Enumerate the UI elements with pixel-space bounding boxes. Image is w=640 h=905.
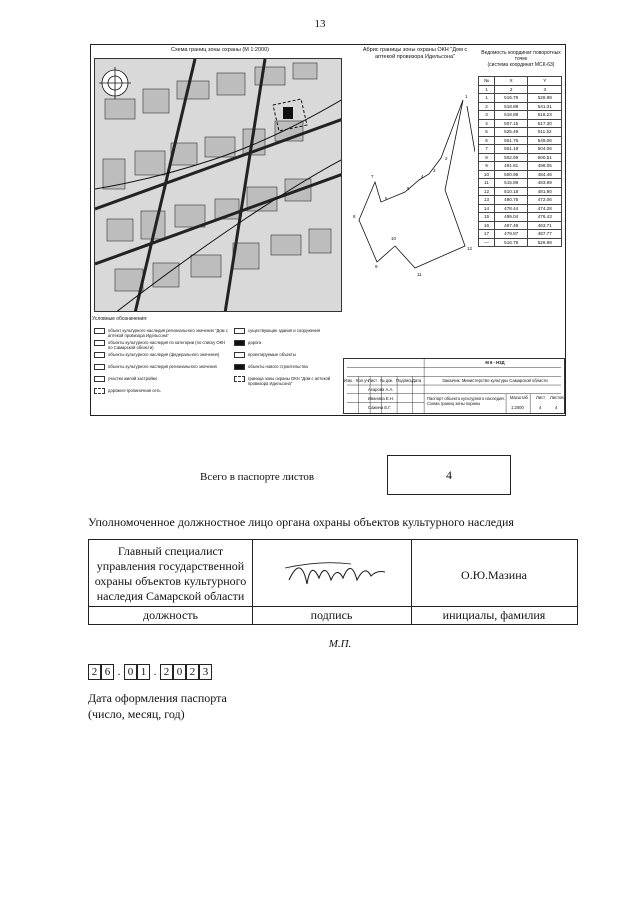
coords-row: [479, 170, 562, 179]
stamp-column-header: Лист: [368, 378, 378, 383]
svg-text:6: 6: [385, 196, 388, 201]
legend-item: [234, 376, 338, 386]
stamp-column-header: Кол.уч: [356, 378, 369, 383]
coords-cell: 479.87: [494, 230, 528, 239]
coords-row: [479, 136, 562, 145]
coords-cell: 518.23: [528, 111, 562, 120]
coords-cell: 501.19: [494, 145, 528, 154]
legend-swatch: [94, 376, 105, 382]
stamp-scale-value: 1:2000: [511, 405, 524, 410]
stamp-description: Паспорт объекта культурного наследия. Схема границ зоны охраны: [427, 396, 505, 406]
legend-swatch: [234, 328, 245, 334]
coords-cell: 9: [479, 162, 495, 171]
coords-row: [479, 230, 562, 239]
coords-index-cell: 2: [494, 85, 528, 94]
svg-text:2: 2: [445, 156, 448, 161]
official-position: Главный специалист управления государственной охраны объектов культурного наследия Самарской области: [94, 544, 247, 603]
coords-row: [479, 128, 562, 137]
legend-item: [94, 388, 230, 394]
legend-label: дорожно-тропиночная сеть: [108, 388, 161, 393]
date-caption-line-2: (число, месяц, год): [88, 707, 185, 721]
coords-cell: 526.98: [528, 94, 562, 103]
authority-title: Уполномоченное должностное лицо органа охраны объектов культурного наследия: [88, 515, 514, 529]
date-year-digit-4: 3: [199, 664, 212, 680]
coords-row: [479, 119, 562, 128]
coords-cell: 474.28: [528, 204, 562, 213]
coords-header-cell: X: [494, 77, 528, 86]
legend-swatch: [94, 340, 105, 346]
legend-label: дорога: [248, 340, 262, 345]
total-sheets-label: Всего в паспорте листов: [200, 471, 315, 483]
coords-header-cell: №: [479, 77, 495, 86]
date-day-digit-1: 2: [88, 664, 101, 680]
seal-place: М.П.: [328, 638, 352, 650]
legend-swatch: [234, 376, 245, 382]
date-separator: .: [153, 666, 157, 678]
coords-cell: 4: [479, 119, 495, 128]
coords-cell: 484.46: [528, 170, 562, 179]
date-year-digit-2: 0: [173, 664, 186, 680]
coords-cell: 511.52: [528, 128, 562, 137]
legend-label: объекты нового строительства: [248, 364, 308, 369]
coords-row: [479, 145, 562, 154]
stamp-sheet-value: 4: [539, 405, 542, 410]
legend-item: [94, 328, 230, 338]
signature-scribble: [281, 550, 391, 594]
coords-cell: 12: [479, 187, 495, 196]
coords-cell: 518.89: [494, 102, 528, 111]
coords-cell: 17: [479, 230, 495, 239]
coords-index-row: [479, 85, 562, 94]
coords-cell: 14: [479, 204, 495, 213]
legend-item: [234, 340, 338, 346]
coords-header-cell: Y: [528, 77, 562, 86]
stamp-column-header: Дата: [412, 378, 422, 383]
legend-item: [94, 340, 230, 350]
coords-row: [479, 187, 562, 196]
date-separator: .: [117, 666, 121, 678]
stamp-column-header: Изм.: [344, 378, 353, 383]
legend-swatch: [234, 364, 245, 370]
coords-cell: 491.81: [494, 162, 528, 171]
legend-label: объекты культурного наследия (федерального значения): [108, 352, 220, 357]
coords-cell: 549.06: [528, 136, 562, 145]
caption-position: должность: [143, 608, 198, 622]
legend-swatch: [94, 364, 105, 370]
coords-cell: 481.90: [528, 187, 562, 196]
coords-row: [479, 221, 562, 230]
coords-row: [479, 162, 562, 171]
official-initials: О.Ю.Мазина: [461, 568, 527, 582]
legend-item: [234, 328, 338, 334]
coords-row: [479, 204, 562, 213]
signature-table: [88, 539, 578, 625]
coords-index-cell: 1: [479, 85, 495, 94]
coords-cell: 516.79: [494, 94, 528, 103]
legend-label: объект культурного наследия регионального значения "Дом с аптекой провизора Идельсона": [108, 328, 228, 338]
plan-legend: [92, 316, 342, 412]
coords-cell: 10: [479, 170, 495, 179]
date-year-digit-3: 2: [186, 664, 199, 680]
coords-cell: 500.51: [528, 153, 562, 162]
caption-signature: подпись: [310, 608, 353, 622]
coords-cell: 498.05: [528, 162, 562, 171]
coords-cell: 487.77: [528, 230, 562, 239]
legend-label: граница зоны охраны ОКН "Дом с аптекой провизора Идельсона": [248, 376, 331, 386]
coords-cell: 515.89: [494, 179, 528, 188]
coords-cell: 516.79: [494, 238, 528, 247]
svg-text:4: 4: [421, 174, 424, 179]
coords-cell: 16: [479, 221, 495, 230]
svg-text:3: 3: [433, 168, 436, 173]
caption-initials: инициалы, фамилия: [442, 608, 546, 622]
coords-cell: 518.89: [494, 111, 528, 120]
stamp-column-header: № док.: [380, 378, 394, 383]
legend-label: существующие здания и сооружения: [248, 328, 321, 333]
coords-cell: 500.95: [494, 170, 528, 179]
site-plan-drawing: [95, 59, 342, 312]
legend-item: [94, 352, 230, 358]
page-number: 13: [314, 18, 326, 30]
coords-cell: 499.04: [494, 213, 528, 222]
coords-row: [479, 153, 562, 162]
coords-cell: 483.99: [528, 179, 562, 188]
coords-table-title: Ведомость координат поворотных точек (система координат МСК-63): [481, 50, 561, 68]
stamp-code: М 6 - НЗД: [485, 360, 505, 365]
coords-cell: 6: [479, 136, 495, 145]
coords-cell: 490.75: [494, 196, 528, 205]
svg-text:8: 8: [353, 214, 356, 219]
coords-row: [479, 213, 562, 222]
legend-swatch: [94, 328, 105, 334]
coords-cell: 476.43: [528, 213, 562, 222]
legend-label: объекты культурного наследия по категории (по списку ОКН по Самарской области): [108, 340, 226, 350]
coords-cell: —: [479, 238, 495, 247]
title-block: [343, 358, 565, 414]
coords-row: [479, 179, 562, 188]
stamp-customer: Заказчик: Министерство культуры Самарской области: [442, 378, 548, 383]
coords-cell: 507.15: [494, 119, 528, 128]
date-caption-line-1: Дата оформления паспорта: [88, 691, 227, 705]
coords-cell: 517.30: [528, 119, 562, 128]
coords-table: [478, 76, 562, 247]
legend-item: [234, 364, 338, 370]
stamp-sheets-value: 4: [555, 405, 558, 410]
stamp-person-2: Иванова Е.Н.: [368, 396, 394, 401]
sig-divider-row: [89, 606, 577, 607]
coords-row: [479, 196, 562, 205]
coords-cell: 11: [479, 179, 495, 188]
svg-text:9: 9: [375, 264, 378, 269]
legend-swatch: [234, 352, 245, 358]
svg-text:11: 11: [417, 272, 422, 277]
stamp-person-3: Сажина Е.Г.: [368, 405, 392, 410]
coords-cell: 467.49: [494, 221, 528, 230]
legend-item: [94, 364, 230, 370]
coords-cell: 478.44: [494, 204, 528, 213]
date-year-digit-1: 2: [160, 664, 173, 680]
svg-text:10: 10: [391, 236, 397, 241]
coords-cell: 525.49: [494, 128, 528, 137]
coords-cell: 526.98: [528, 238, 562, 247]
coords-cell: 463.71: [528, 221, 562, 230]
date-day-digit-2: 6: [101, 664, 114, 680]
coords-cell: 3: [479, 111, 495, 120]
coords-cell: 2: [479, 102, 495, 111]
legend-label: проектируемые объекты: [248, 352, 296, 357]
legend-title: Условные обозначения:: [92, 316, 148, 322]
plan-right-title: Абрис границы зоны охраны ОКН "Дом с аптекой провизора Идельсона": [362, 47, 468, 60]
coords-cell: 8: [479, 153, 495, 162]
stamp-sheet-label: Лист: [536, 395, 546, 400]
boundary-sketch: [345, 70, 475, 290]
svg-text:12: 12: [467, 246, 473, 251]
stamp-person-1: Ахарова А.А.: [368, 387, 394, 392]
coords-cell: 501.76: [494, 136, 528, 145]
coords-cell: 15: [479, 213, 495, 222]
stamp-scale-label: Масштаб: [510, 395, 528, 400]
legend-item: [94, 376, 230, 382]
coords-cell: 5: [479, 128, 495, 137]
coords-row: [479, 102, 562, 111]
site-plan-map: [94, 58, 342, 312]
plan-left-title: Схема границ зоны охраны (М 1:2000): [170, 47, 269, 53]
legend-swatch: [94, 388, 105, 394]
total-sheets-value: 4: [387, 455, 511, 495]
legend-label: объекты культурного наследия регионального значения: [108, 364, 217, 369]
svg-text:5: 5: [407, 186, 410, 191]
svg-text:1: 1: [465, 94, 468, 99]
date-month-digit-1: 0: [124, 664, 137, 680]
legend-swatch: [94, 352, 105, 358]
legend-swatch: [234, 340, 245, 346]
coords-row: [479, 111, 562, 120]
coords-header-row: [479, 77, 562, 86]
coords-index-cell: 3: [528, 85, 562, 94]
coords-cell: 510.18: [494, 187, 528, 196]
coords-cell: 502.69: [494, 153, 528, 162]
coords-cell: 541.31: [528, 102, 562, 111]
coords-row: [479, 238, 562, 247]
stamp-sheets-label: Листов: [550, 395, 564, 400]
coords-cell: 7: [479, 145, 495, 154]
coords-cell: 1: [479, 94, 495, 103]
issue-date: [88, 662, 212, 682]
legend-label: участки жилой застройки: [108, 376, 157, 381]
coords-row: [479, 94, 562, 103]
svg-text:7: 7: [371, 174, 374, 179]
date-month-digit-2: 1: [137, 664, 150, 680]
stamp-column-header: Подпись: [396, 378, 413, 383]
coords-cell: 472.06: [528, 196, 562, 205]
legend-item: [234, 352, 338, 358]
date-caption: [88, 690, 227, 722]
coords-cell: 504.06: [528, 145, 562, 154]
coords-cell: 13: [479, 196, 495, 205]
